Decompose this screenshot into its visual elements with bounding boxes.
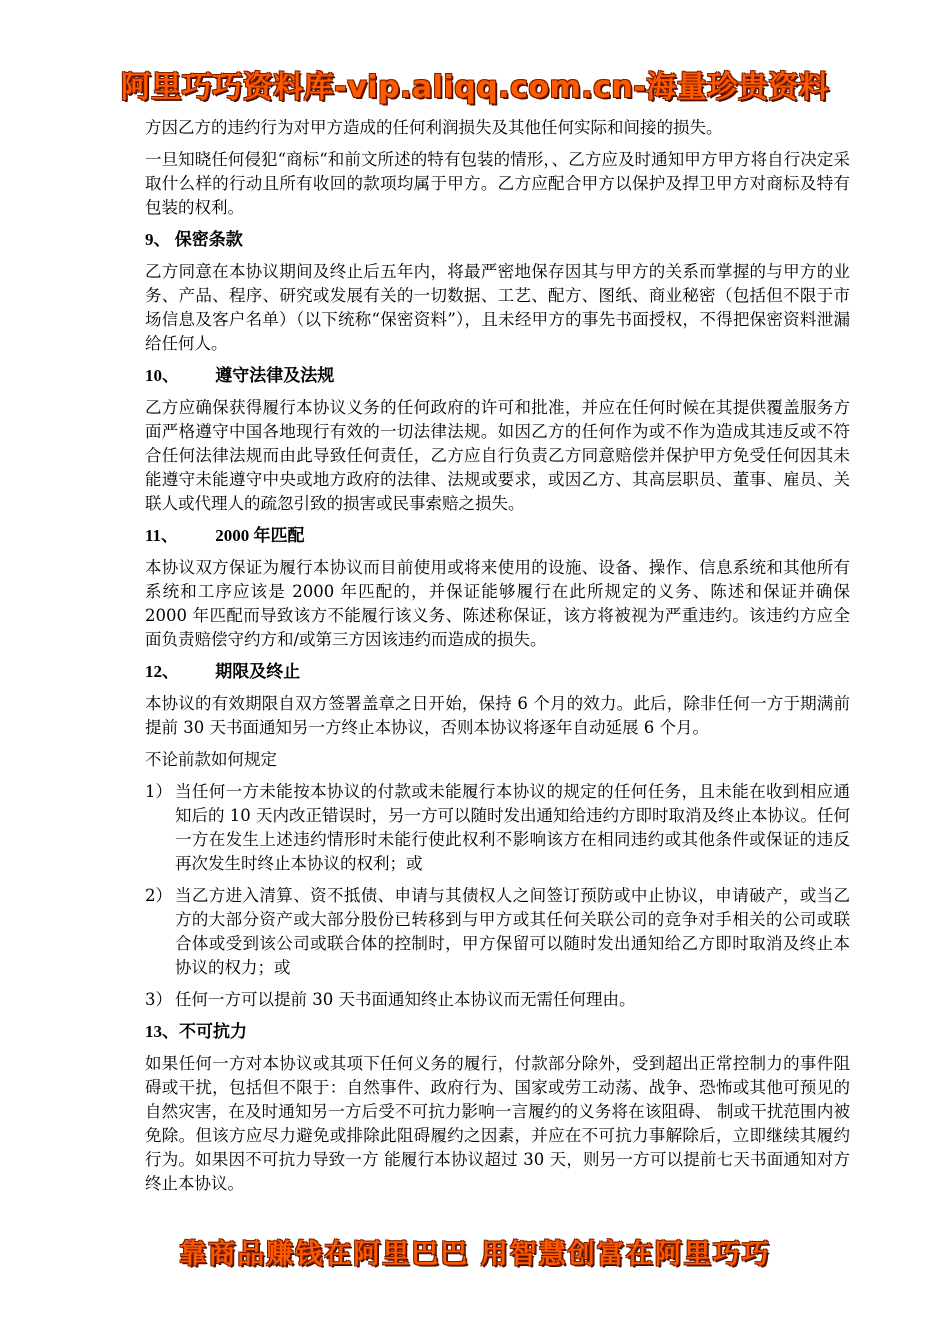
section-number: 12、 xyxy=(145,662,179,681)
paragraph-confidentiality: 乙方同意在本协议期间及终止后五年内，将最严密地保存因其与甲方的关系而掌握的与甲方的业务、产品、程序、研究或发展有关的一切数据、工艺、配方、图纸、商业秘密（包括但不限于市场信息及客户名单）（以下统称“保密资料”），且未经甲方的事先书面授权，不得把保密资料泄漏给任何人。 xyxy=(145,262,850,353)
section-title: 保密条款 xyxy=(174,230,243,249)
section-title: 2000 年匹配 xyxy=(215,526,305,545)
list-item-text: 当乙方进入清算、资不抵债、申请与其债权人之间签订预防或中止协议，申请破产，或当乙方的大部分资产或大部分股份已转移到与甲方或其任何关联公司的竞争对手相关的公司或联合体或受到该公司或联合体的控制时，甲方保留可以随时发出通知给乙方即时取消及终止本协议的权力；或 xyxy=(175,886,850,977)
paragraph-term-notwithstanding: 不论前款如何规定 xyxy=(145,750,277,769)
paragraph-trademark: 一旦知晓任何侵犯“商标“和前文所述的特有包装的情形，、乙方应及时通知甲方甲方将自行决定采取什么样的行动且所有收回的款项均属于甲方。乙方应配合甲方以保护及捍卫甲方对商标及特有包装的权利。 xyxy=(145,150,850,217)
section-number: 10、 xyxy=(145,366,179,385)
list-marker: 1） xyxy=(145,782,172,801)
paragraph-term-validity: 本协议的有效期限自双方签署盖章之日开始，保持 6 个月的效力。此后，除非任何一方于期满前提前 30 天书面通知另一方终止本协议，否则本协议将逐年自动延展 6 个月。 xyxy=(145,694,850,737)
paragraph-loss-continuation: 方因乙方的违约行为对甲方造成的任何利润损失及其他任何实际和间接的损失。 xyxy=(145,118,723,137)
section-title: 期限及终止 xyxy=(215,662,301,681)
list-marker: 3） xyxy=(145,990,172,1009)
section-heading-y2k xyxy=(145,524,850,548)
list-item xyxy=(145,780,850,876)
list-item-text: 当任何一方未能按本协议的付款或未能履行本协议的规定的任何任务，且未能在收到相应通知后的 10 天内改正错误时，另一方可以随时发出通知给违约方即时取消及终止本协议。任何一方在发生上述违约情形时未能行使此权利不影响该方在相同违约或其他条件或保证的违反再次发生时终止本协议的权利；或 xyxy=(175,782,850,873)
paragraph-force-majeure: 如果任何一方对本协议或其项下任何义务的履行，付款部分除外，受到超出正常控制力的事件阻碍或干扰，包括但不限于：自然事件、政府行为、国家或劳工动荡、战争、恐怖或其他可预见的自然灾害，在及时通知另一方后受不可抗力影响一言履约的义务将在该阻碍、 制或干扰范围内被免除。但该方应尽力避免或排除此阻碍履约之因素，并应在不可抗力事解除后，立即继续其履约行为。如果因不可抗力导致一方 能履行本协议超过 30 天，则另一方可以提前七天书面通知对方终止本协议。 xyxy=(145,1054,850,1193)
list-item xyxy=(145,884,850,980)
document-body xyxy=(145,116,850,1204)
section-heading-confidentiality xyxy=(145,228,850,252)
section-heading-force-majeure: 13、不可抗力 xyxy=(145,1022,247,1041)
header-banner: 阿里巧巧资料库-vip.aliqq.com.cn-海量珍贵资料 xyxy=(120,70,830,105)
list-item xyxy=(145,988,850,1012)
section-heading-compliance xyxy=(145,364,850,388)
list-marker: 2） xyxy=(145,886,172,905)
paragraph-y2k: 本协议双方保证为履行本协议而目前使用或将来使用的设施、设备、操作、信息系统和其他所有系统和工序应该是 2000 年匹配的，并保证能够履行在此所规定的义务、陈述和保证并确保 2000 年匹配而导致该方不能履行该义务、陈述称保证，该方将被视为严重违约。该违约方应全面负责赔偿守约方和/或第三方因该违约而造成的损失。 xyxy=(145,558,850,649)
section-heading-term xyxy=(145,660,850,684)
paragraph-compliance: 乙方应确保获得履行本协议义务的任何政府的许可和批准，并应在任何时候在其提供覆盖服务方面严格遵守中国各地现行有效的一切法律法规。如因乙方的任何作为或不作为造成其违反或不符合任何法律法规而由此导致任何责任，乙方应自行负责乙方同意赔偿并保护甲方免受任何因其未能遵守未能遵守中央或地方政府的法律、法规或要求，或因乙方、其高层职员、董事、雇员、关联人或代理人的疏忽引致的损害或民事索赔之损失。 xyxy=(145,398,850,513)
footer-banner: 靠商品赚钱在阿里巴巴 用智慧创富在阿里巧巧 xyxy=(179,1239,771,1270)
list-item-text: 任何一方可以提前 30 天书面通知终止本协议而无需任何理由。 xyxy=(175,990,636,1009)
section-number: 9、 xyxy=(145,230,171,249)
section-title: 遵守法律及法规 xyxy=(215,366,335,385)
section-number: 11、 xyxy=(145,526,179,545)
